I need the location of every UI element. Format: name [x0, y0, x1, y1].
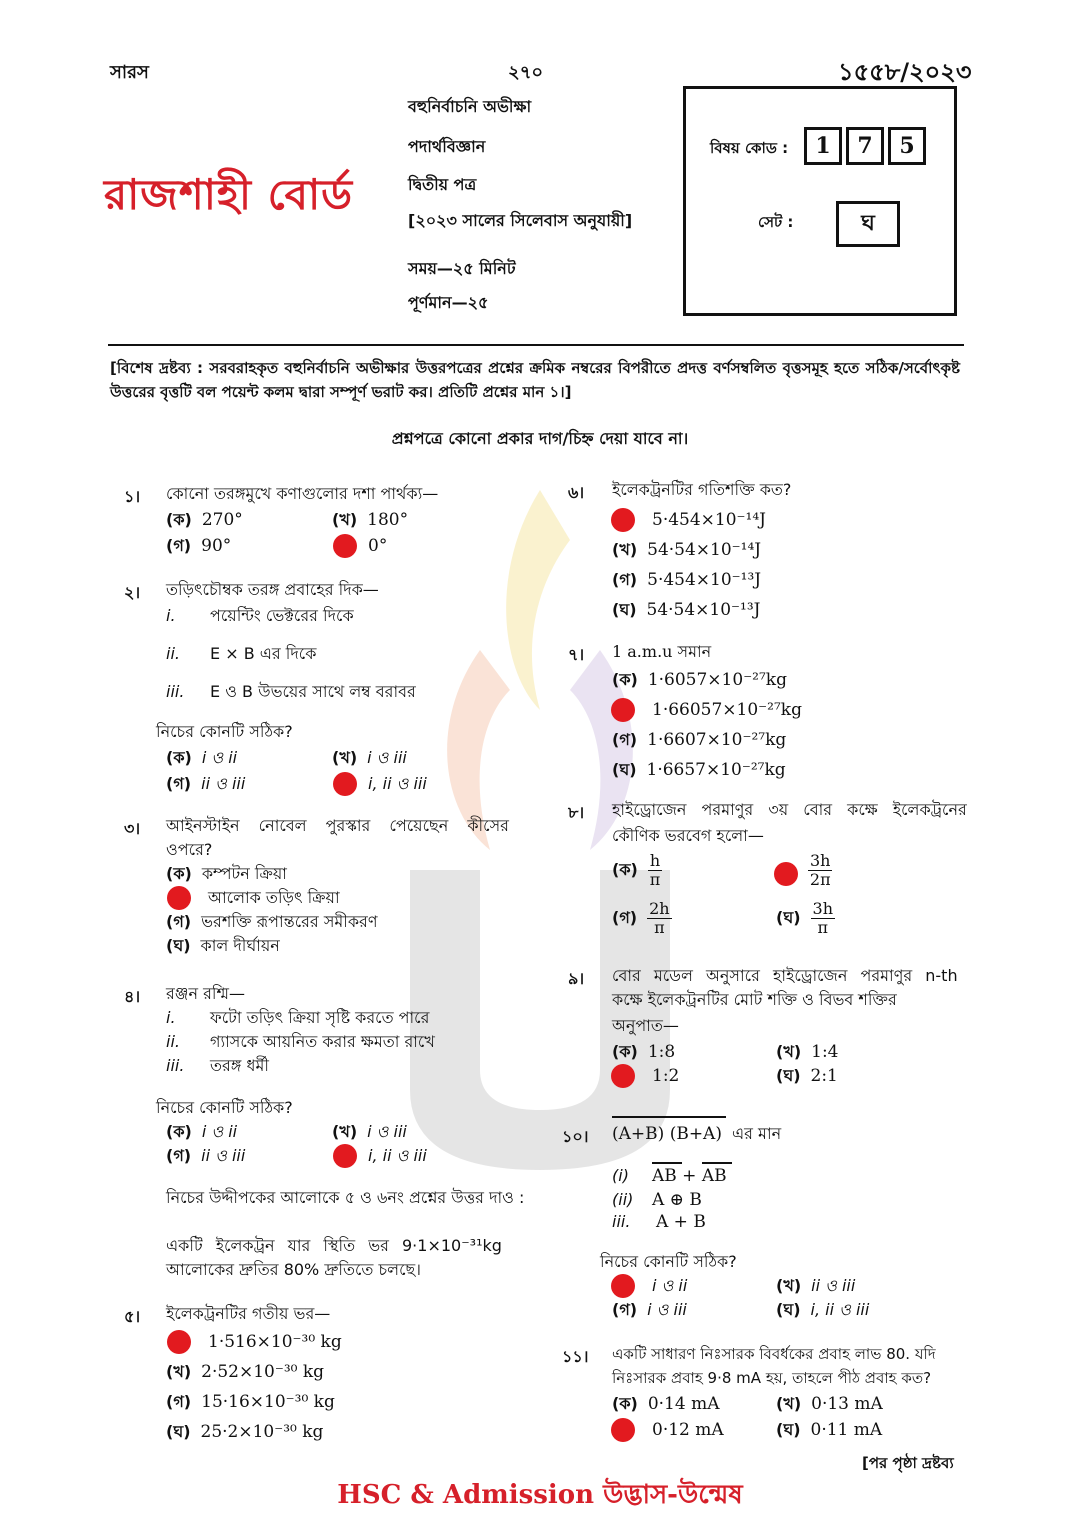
option-d[interactable] — [776, 900, 835, 937]
question-text: 1 a.m.u সমান — [612, 642, 712, 661]
option-label: (গ) — [612, 908, 638, 927]
answer-marker — [611, 698, 635, 722]
question-text: কৌণিক ভরবেগ হলো— — [612, 826, 764, 845]
option-value: 0·11 mA — [810, 1420, 883, 1440]
option-value: 1:4 — [811, 1042, 839, 1062]
option-c[interactable] — [612, 1300, 687, 1320]
option-b[interactable] — [208, 888, 340, 908]
option-value: i ও ii — [652, 1276, 688, 1295]
option-label: (গ) — [166, 1392, 192, 1411]
exam-type: বহুনির্বাচনি অভীক্ষা — [408, 97, 532, 116]
question-text: তড়িৎচৌম্বক তরঙ্গ প্রবাহের দিক— — [166, 580, 379, 599]
code-digit: 5 — [888, 127, 926, 165]
option-label: (ক) — [612, 1394, 638, 1413]
statement-label: i. — [166, 606, 176, 625]
option-a[interactable] — [652, 1276, 687, 1296]
option-value: 15·16×10⁻³⁰ kg — [201, 1392, 335, 1412]
statement-text: E × B এর দিকে — [210, 644, 317, 663]
option-value: 5·454×10⁻¹³J — [647, 570, 762, 590]
fraction — [808, 852, 832, 889]
question-text: ওপরে? — [166, 840, 213, 859]
divider — [108, 344, 964, 346]
instruction-note: [বিশেষ দ্রষ্টব্য : সরবরাহকৃত বহুনির্বাচনি অভীক্ষার উত্তরপত্রের প্রশ্নের ক্রমিক নম্বরের বিপরীতে প্রদত্ত বর্ণসম্বলিত বৃত্তসমূহ হতে সঠিক/সর্বোৎকৃষ্ট উত্তরের বৃত্তটি বল পয়েন্ট কলম দ্বারা সম্পূর্ণ ভরাট কর। প্রতিটি প্রশ্নের মান ১।] — [110, 359, 960, 401]
option-label: (গ) — [166, 1146, 192, 1165]
answer-marker — [611, 1064, 635, 1088]
option-a[interactable] — [166, 1122, 237, 1142]
option-b[interactable] — [332, 510, 408, 530]
option-value: 25·2×10⁻³⁰ kg — [200, 1422, 324, 1442]
expr-part: (B+A) — [669, 1124, 722, 1144]
option-a[interactable] — [612, 1394, 719, 1414]
question-number: ৯। — [568, 969, 585, 988]
option-b[interactable] — [808, 852, 832, 889]
option-label: (ঘ) — [776, 908, 801, 927]
option-b[interactable] — [776, 1394, 883, 1414]
option-value: ii ও iii — [201, 774, 246, 793]
answer-marker — [333, 1144, 357, 1168]
option-value: কম্পটন ক্রিয়া — [201, 864, 287, 883]
option-c[interactable] — [612, 900, 672, 937]
option-d[interactable] — [368, 1146, 427, 1166]
statement-text: A ⊕ B — [652, 1190, 702, 1210]
question-number: ৮। — [568, 803, 585, 822]
exam-time: সময়—২৫ মিনিট — [408, 259, 516, 278]
option-d[interactable] — [776, 1300, 869, 1320]
option-label: (খ) — [332, 748, 358, 767]
option-c[interactable] — [612, 570, 761, 590]
option-d[interactable] — [368, 774, 427, 794]
option-b[interactable] — [776, 1276, 855, 1296]
numerator: h — [649, 851, 661, 870]
stem-line: আলোকের দ্রুতির 80% দ্রুতিতে চলছে। — [166, 1260, 421, 1279]
statement-text: A + B — [656, 1212, 706, 1232]
option-value: 54·54×10⁻¹⁴J — [647, 540, 762, 560]
option-d[interactable] — [612, 600, 760, 620]
option-label: (গ) — [166, 774, 192, 793]
numerator: 3h — [810, 851, 831, 870]
option-b[interactable] — [776, 1042, 839, 1062]
denominator: π — [817, 918, 829, 937]
statement-text: E ও B উভয়ের সাথে লম্ব বরাবর — [210, 682, 416, 701]
option-value: 1:8 — [647, 1042, 676, 1062]
option-d[interactable] — [166, 936, 280, 956]
option-d[interactable] — [776, 1420, 882, 1440]
option-d[interactable] — [368, 536, 387, 556]
expr-part: (A+B) — [612, 1124, 665, 1144]
numerator: 3h — [812, 899, 833, 918]
question-text: ইলেকট্রনটির গতীয় ভর— — [166, 1304, 331, 1323]
next-page-note: [পর পৃষ্ঠা দ্রষ্টব্য — [862, 1454, 954, 1472]
option-value: i ও ii — [201, 748, 238, 767]
option-c[interactable] — [652, 1066, 679, 1086]
statement-label: iii. — [166, 1056, 185, 1075]
which-correct: নিচের কোনটি সঠিক? — [156, 1098, 293, 1117]
publisher-name: সারস — [110, 62, 149, 83]
option-a[interactable] — [166, 748, 237, 768]
option-a[interactable] — [612, 670, 787, 690]
option-c[interactable] — [166, 536, 231, 556]
footer-brand: HSC & Admission উদ্ভাস-উন্মেষ — [337, 1480, 743, 1510]
fraction — [647, 900, 671, 937]
option-value: কাল দীর্ঘায়ন — [200, 936, 280, 955]
boolean-expression — [612, 1124, 722, 1144]
option-a[interactable] — [612, 852, 662, 889]
option-label: (ক) — [612, 670, 638, 689]
option-value: 0·14 mA — [647, 1394, 720, 1414]
option-label: (গ) — [166, 536, 192, 555]
option-b[interactable] — [166, 1362, 324, 1382]
board-title: রাজশাহী বোর্ড — [104, 170, 354, 219]
option-a[interactable] — [612, 1042, 675, 1062]
option-label: (ক) — [612, 1042, 638, 1061]
option-label: (ক) — [166, 748, 192, 767]
option-value: i ও iii — [647, 1300, 687, 1319]
option-c[interactable] — [652, 1420, 724, 1440]
option-value: ভরশক্তি রূপান্তরের সমীকরণ — [201, 912, 378, 931]
statement-text: পয়েন্টিং ভেক্টরের দিকে — [210, 606, 354, 625]
option-label: (খ) — [776, 1042, 802, 1061]
question-text: কোনো তরঙ্গমুখে কণাগুলোর দশা পার্থক্য— — [166, 484, 439, 503]
overline-bar — [612, 1116, 726, 1118]
option-label: (ক) — [612, 860, 638, 879]
option-label: (গ) — [612, 1300, 638, 1319]
statement-label: i. — [166, 1008, 176, 1027]
question-text: কক্ষে ইলেকট্রনটির মোট শক্তি ও বিভব শক্তির — [612, 990, 897, 1009]
option-label: (খ) — [332, 1122, 358, 1141]
question-text: ইলেকট্রনটির গতিশক্তি কত? — [612, 480, 792, 499]
overline-bar — [652, 1162, 682, 1164]
option-d[interactable] — [166, 1422, 323, 1442]
answer-marker — [333, 772, 357, 796]
statement-text: AB + AB — [652, 1166, 727, 1186]
answer-marker — [774, 862, 798, 886]
option-value: 0° — [368, 536, 388, 556]
option-label: (ঘ) — [612, 600, 637, 619]
option-c[interactable] — [166, 1392, 335, 1412]
question-text: রঞ্জন রশ্মি— — [166, 984, 245, 1003]
option-label: (খ) — [776, 1394, 802, 1413]
option-label: (খ) — [332, 510, 358, 529]
option-value: ii ও iii — [811, 1276, 856, 1295]
question-number: ১। — [124, 487, 141, 506]
option-value: 54·54×10⁻¹³J — [646, 600, 761, 620]
answer-marker — [611, 508, 635, 532]
statement-text: ফটো তড়িৎ ক্রিয়া সৃষ্টি করতে পারে — [210, 1008, 430, 1027]
option-value: 180° — [367, 510, 409, 530]
denominator: 2π — [809, 870, 831, 889]
option-value: 1·6657×10⁻²⁷kg — [646, 760, 786, 780]
option-value: আলোক তড়িৎ ক্রিয়া — [208, 888, 340, 907]
option-value: i ও iii — [367, 1122, 407, 1141]
option-value: 2:1 — [810, 1066, 838, 1086]
statement-label: iii. — [612, 1212, 631, 1231]
option-d[interactable] — [776, 1066, 838, 1086]
statement-text: গ্যাসকে আয়নিত করার ক্ষমতা রাখে — [210, 1032, 435, 1051]
code-digit: 1 — [804, 127, 842, 165]
option-value: 1:2 — [652, 1066, 680, 1086]
stem-line: একটি ইলেকট্রন যার স্থিতি ভর 9·1×10⁻³¹kg — [166, 1236, 502, 1255]
question-number: ৪। — [124, 987, 141, 1006]
set-value: ঘ — [836, 201, 900, 247]
option-value: 270° — [201, 510, 243, 530]
syllabus-note: [২০২৩ সালের সিলেবাস অনুযায়ী] — [408, 211, 633, 230]
option-value: i, ii ও iii — [810, 1300, 870, 1319]
subject-code-label: বিষয় কোড : — [710, 139, 789, 157]
question-text: এর মান — [732, 1124, 782, 1143]
question-text: হাইড্রোজেন পরমাণুর ৩য় বোর কক্ষে ইলেকট্রনের — [612, 800, 967, 819]
question-text: নিঃসারক প্রবাহ 9·8 mA হয়, তাহলে পীঠ প্রবাহ কত? — [612, 1369, 932, 1387]
full-marks: পূর্ণমান—২৫ — [408, 293, 489, 312]
statement-label: (i) — [612, 1166, 629, 1185]
option-label: (ঘ) — [776, 1300, 801, 1319]
option-b[interactable] — [652, 700, 802, 720]
page-number: ২৭০ — [508, 62, 544, 83]
option-value: 0·12 mA — [652, 1420, 724, 1440]
warning-text: প্রশ্নপত্রে কোনো প্রকার দাগ/চিহ্ন দেয়া যাবে না। — [391, 429, 689, 448]
statement-label: iii. — [166, 682, 185, 701]
question-number: ১১। — [562, 1347, 589, 1366]
option-a[interactable] — [208, 1332, 342, 1352]
option-b[interactable] — [332, 748, 407, 768]
option-a[interactable] — [166, 864, 287, 884]
option-d[interactable] — [612, 760, 786, 780]
statement-label: ii. — [166, 644, 180, 663]
option-c[interactable] — [166, 912, 378, 932]
question-number: ১০। — [562, 1127, 589, 1146]
option-b[interactable] — [332, 1122, 407, 1142]
option-b[interactable] — [612, 540, 761, 560]
option-value: 1·516×10⁻³⁰ kg — [208, 1332, 342, 1352]
option-label: (গ) — [166, 912, 192, 931]
question-number: ৩। — [124, 819, 141, 838]
numerator: 2h — [649, 899, 670, 918]
option-label: (ঘ) — [612, 760, 637, 779]
option-label: (গ) — [612, 570, 638, 589]
option-value: ii ও iii — [201, 1146, 246, 1165]
option-value: 1·66057×10⁻²⁷kg — [652, 700, 802, 720]
option-label: (ঘ) — [776, 1066, 801, 1085]
question-text: আইনস্টাইন নোবেল পুরস্কার পেয়েছেন কীসের — [166, 816, 509, 835]
subject-code-digits — [804, 127, 926, 165]
which-correct: নিচের কোনটি সঠিক? — [156, 722, 293, 741]
subject: পদার্থবিজ্ঞান — [408, 137, 486, 156]
denominator: π — [654, 918, 665, 937]
question-text: একটি সাধারণ নিঃসারক বিবর্ধকের প্রবাহ লাভ 80. যদি — [612, 1345, 936, 1363]
answer-marker — [611, 1274, 635, 1298]
option-label: (গ) — [612, 730, 638, 749]
option-value: i ও ii — [201, 1122, 238, 1141]
option-value: 1·6057×10⁻²⁷kg — [647, 670, 787, 690]
answer-marker — [167, 886, 191, 910]
option-c[interactable] — [166, 1146, 245, 1166]
option-value: 0·13 mA — [811, 1394, 883, 1414]
stem-intro: নিচের উদ্দীপকের আলোকে ৫ ও ৬নং প্রশ্নের উত্তর দাও : — [166, 1188, 525, 1207]
code-digit: 7 — [846, 127, 884, 165]
option-value: i, ii ও iii — [368, 1146, 427, 1165]
statement-text: তরঙ্গ ধর্মী — [210, 1056, 269, 1075]
option-value: 2·52×10⁻³⁰ kg — [201, 1362, 325, 1382]
option-label: (ঘ) — [166, 1422, 191, 1441]
answer-marker — [167, 1330, 191, 1354]
option-label: (ক) — [166, 510, 192, 529]
option-c[interactable] — [166, 774, 245, 794]
option-a[interactable] — [166, 510, 243, 530]
option-c[interactable] — [612, 730, 786, 750]
question-text: অনুপাত— — [612, 1016, 679, 1035]
question-text: বোর মডেল অনুসারে হাইড্রোজেন পরমাণুর n-th — [612, 966, 958, 985]
question-number: ৭। — [568, 645, 585, 664]
option-label: (খ) — [776, 1276, 802, 1295]
answer-marker — [611, 1418, 635, 1442]
option-value: 90° — [201, 536, 232, 556]
question-number: ৫। — [124, 1307, 141, 1326]
which-correct: নিচের কোনটি সঠিক? — [600, 1252, 737, 1271]
denominator: π — [649, 870, 661, 889]
option-label: (ক) — [166, 1122, 192, 1141]
option-label: (ঘ) — [166, 936, 191, 955]
fraction — [648, 852, 662, 889]
answer-marker — [333, 534, 357, 558]
option-label: (খ) — [166, 1362, 192, 1381]
option-value: i ও iii — [367, 748, 407, 767]
option-value: 1·6607×10⁻²⁷kg — [647, 730, 787, 750]
subject-code-box — [683, 86, 957, 316]
option-label: (ঘ) — [776, 1420, 801, 1439]
statement-label: (ii) — [612, 1190, 634, 1209]
overline-bar — [702, 1162, 732, 1164]
question-number: ৬। — [568, 483, 585, 502]
option-value: 5·454×10⁻¹⁴J — [652, 510, 766, 530]
option-a[interactable] — [652, 510, 766, 530]
option-label: (খ) — [612, 540, 638, 559]
statement-label: ii. — [166, 1032, 180, 1051]
question-number: ২। — [124, 583, 141, 602]
option-value: i, ii ও iii — [368, 774, 427, 793]
exam-code: ১৫৫৮/২০২৩ — [838, 58, 972, 86]
set-label: সেট : — [758, 213, 794, 231]
fraction — [811, 900, 835, 937]
option-label: (ক) — [166, 864, 192, 883]
paper: দ্বিতীয় পত্র — [408, 175, 477, 194]
